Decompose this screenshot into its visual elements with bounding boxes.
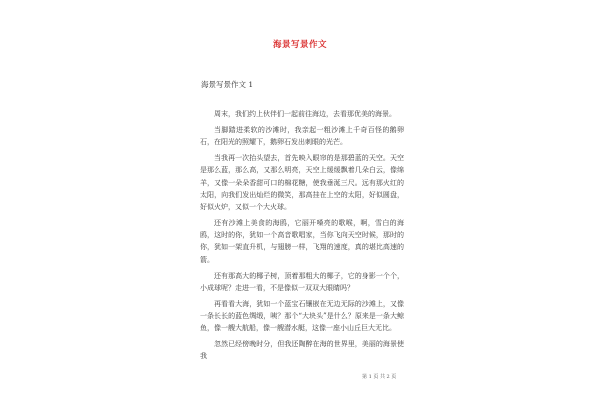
paragraph: 忽然已经傍晚时分，但我还陶醉在海的世界里，美丽的海景使我 bbox=[200, 340, 404, 361]
section-title: 海景写景作文 1 bbox=[201, 80, 254, 89]
paragraph: 还有那高大的椰子树，顶着那粗大的椰子，它的身影一个个，小成球呢？走进一看，不是像似一双双大眼睛吗？ bbox=[200, 271, 404, 292]
page-number-footer: 第 1 页 共 2 页 bbox=[362, 374, 397, 380]
paragraph: 周末，我们约上伙伴们一起前往海边，去看那优美的海景。 bbox=[214, 110, 396, 118]
paragraph: 当脚踏进柔软的沙滩时，我亲起一粗沙滩上千奇百怪的鹅卵石，在阳光的照耀下，鹅卵石发出刺眼的光芒。 bbox=[200, 126, 404, 147]
paragraph: 再看看大海，犹如一个蓝宝石镶嵌在无边无际的沙滩上，又像一条长长的蓝色绸缎，咦？那个“大块头”是什么？原来是一条大鲸鱼，像一艘大航船，像一艘潜水艇，这像一座小山丘巨大无比。 bbox=[200, 299, 404, 333]
document-body bbox=[200, 108, 404, 366]
paragraph: 还有沙滩上美食的海鸥，它丽开嗓亮的歌喉，啊，雪白的海鸥，这时的你，犹如一个高音歌唱家，当你飞向天空时候，那时的你，犹如一架直升机，与翅膀一样，飞翔的速度，真的堪比高速的箭。 bbox=[200, 219, 404, 264]
document-title: 海景写景作文 bbox=[272, 40, 327, 50]
paragraph: 当我再一次抬头望去，首先映入眼帘的是那碧蓝的天空。天空是那么蓝，那么高，又那么明亮，天空上缓缓飘着几朵白云，像绵羊，又像一朵朵香甜可口的棉花糖，使我垂涎三尺。远有那火红的太阳，向我们发出灿烂的微笑，那高挂在上空的太阳，好似圆盘，好似火炉，又似一个大火球。 bbox=[200, 154, 404, 212]
